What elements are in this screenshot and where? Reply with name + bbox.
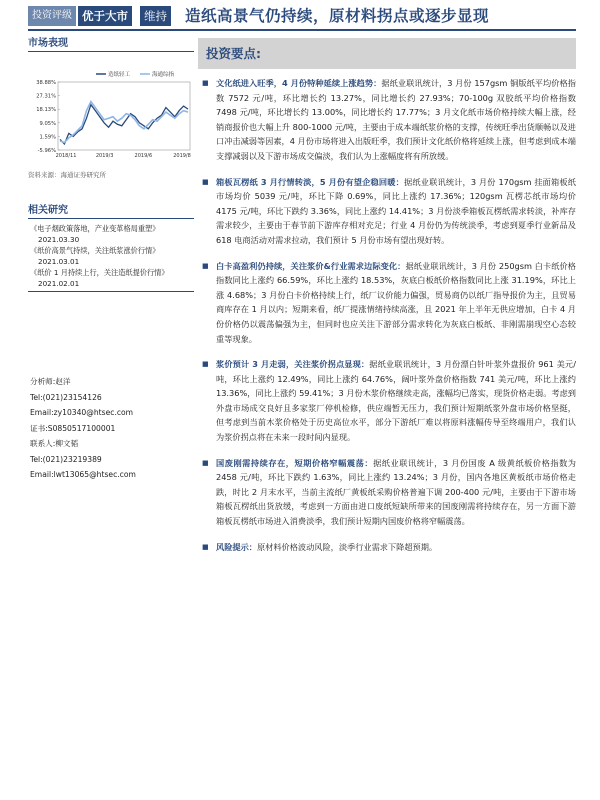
key-point: [202, 540, 576, 555]
related-report-date: 2021.02.01: [38, 279, 80, 288]
related-report[interactable]: [28, 223, 194, 245]
contact-line: 分析师:赵洋: [30, 377, 71, 386]
contact-line: 证书:S0850517100001: [30, 423, 116, 433]
legend-label: 造纸轻工: [108, 72, 131, 78]
contact-line: Email:lwt13065@htsec.com: [30, 470, 136, 479]
key-point-heading: 文化纸进入旺季，4 月份特种延续上涨趋势：: [216, 78, 382, 88]
key-point-heading: 箱板瓦楞纸 3 月行情转淡，5 月份有望企稳回暖：: [216, 176, 404, 187]
rating-action-tag: 维持: [140, 6, 171, 26]
key-point: [202, 456, 576, 529]
related-report-title: 《纸价 1 月持续上行，关注造纸提价行情》: [30, 268, 169, 277]
key-point-heading: 浆价预计 3 月走弱，关注浆价拐点显现：: [216, 359, 370, 370]
related-research-list: [28, 223, 194, 289]
key-point-body: 据纸业联讯统计，3 月份漂白针叶浆外盘报价 961 美元/吨，环比上涨约 12.49%，同比上涨约 64.76%，阔叶浆外盘价格指数 741 美元/吨，环比上涨约 13.36%，同比上涨约 59.41%；3 月份木浆价格继续走高，涨幅均已落实，现货价格走弱。考虑到外盘市场成交良好且多家浆厂停机检修，供应端暂无压力，我们预计短期纸浆外盘市场价格坚挺，但考虑到当前木浆价格处于历史高位水平，部分下游纸厂难以将原料涨幅传导至终端用户，我们认为浆价拐点将在未来一段时间内显现。: [216, 359, 576, 443]
x-tick-label: 2019/8: [173, 153, 191, 159]
contact-line: Email:zy10340@htsec.com: [30, 408, 134, 417]
key-point-body: 据纸业联讯统计，3 月份 157gsm 铜版纸平均价格指数 7572 元/吨，环比增长约 13.27%，同比增长约 27.93%；70-100g 双胶纸平均价格指数 7498 元/吨，环比增长约 13.00%，同比增长约 17.77%；3 月文化纸市场价格持续大幅上涨，经销商报价也大幅上升 800-1000 元/吨，主要由于成本端纸浆价格的支撑，传统旺季出货顺畅以及进口冲击减弱等因素，4 月份市场将进入出版旺季，我们预计文化纸价格将延续上涨，但考虑到成本端支撑减弱以及下游市场成交偏淡，我们认为上涨幅度将有所放缓。: [216, 78, 576, 161]
legend-label: 海通综指: [152, 72, 175, 78]
key-points-title: 投资要点:: [206, 46, 261, 61]
related-report[interactable]: [28, 245, 194, 267]
y-tick-label: 27.31%: [36, 93, 56, 100]
contact-line: 联系人:柳文韬: [30, 439, 79, 448]
sidebar: [28, 34, 194, 292]
related-report-date: 2021.03.01: [38, 257, 80, 266]
chart-source: 资料来源：海通证券研究所: [28, 171, 106, 179]
related-divider: [28, 291, 194, 292]
x-tick-label: 2018/11: [55, 153, 77, 159]
related-report[interactable]: [28, 267, 194, 289]
contact-line: Tel:(021)23154126: [30, 392, 102, 402]
x-tick-label: 2019/3: [95, 153, 114, 159]
y-tick-label: 18.13%: [36, 107, 56, 114]
x-tick-label: 2019/6: [134, 153, 153, 159]
key-point-body: 据纸业联讯统计，3 月份国废 A 级黄纸板价格指数为 2458 元/吨，环比下跌约 1.63%，同比上涨约 13.24%；3 月份，国内各地区黄板纸市场价格走跌，时比 2 月末水平，当前主流纸厂黄板纸采购价格普遍下调 200-400 元/吨，主要由于下游市场箱板瓦楞纸出货放缓，考虑到一方面由进口废纸短缺所带来的国废刚需将持续存在，另一方面下游箱板瓦楞纸市场进入消费淡季，我们预计短期内国废价格将窄幅震荡。: [216, 457, 576, 527]
industry-rating-tag: 优于大市: [78, 6, 132, 26]
related-report-title: 《电子烟政策落地，产业变革格局重塑》: [30, 224, 160, 233]
key-points-header: [198, 38, 576, 69]
key-point: [202, 259, 576, 347]
key-points-list: [202, 76, 576, 554]
series-line: [60, 105, 188, 144]
key-point: [202, 357, 576, 445]
analyst-contacts: [30, 374, 196, 483]
header-divider: [28, 29, 576, 31]
key-point-body: 据纸业联讯统计，3 月份 250gsm 白卡纸价格指数同比上涨约 66.59%，环比上涨约 18.53%，灰底白板纸价格指数同比上涨 31.19%，环比上涨 4.68%；3 月份白卡价格持续上行，纸厂议价能力偏强，贸易商仍以纸厂指导报价为主，且贸易商库存在 1 月以内；短期来看，纸厂提涨情绪持续高涨，且 2021 年上半年无供应增加，白卡 4 月份价格仍以震荡偏强为主，但同时也应关注下游部分需求转化为灰底白板纸、非刚需崩现空心态较重等现象。: [216, 260, 576, 344]
market-performance-heading: 市场表现: [28, 34, 194, 52]
y-tick-label: 9.05%: [39, 120, 56, 127]
related-report-title: 《纸价高景气持续，关注纸浆涨价行情》: [30, 246, 160, 255]
y-tick-label: 1.59%: [39, 134, 56, 141]
y-tick-label: 38.88%: [36, 80, 56, 86]
report-header: [28, 6, 576, 26]
key-point: [202, 175, 576, 248]
rating-tag: 投资评级: [28, 6, 76, 26]
key-point-heading: 白卡高盈利仍持续，关注浆价&行业需求边际变化：: [216, 260, 406, 271]
key-point: [202, 76, 576, 164]
key-point-heading: 国废刚需持续存在，短期价格窄幅震荡：: [216, 457, 374, 468]
key-point-body: 据纸业联讯统计，3 月份 170gsm 挂面箱板纸市场均价 5039 元/吨，环比下降 0.69%，同比上涨约 17.36%；120gsm 瓦楞芯纸市场均价 4175 元/吨，环比下跌约 3.36%，同比上涨约 14.41%；3 月份淡季箱板瓦楞纸需求转淡，补库存需求较少，主要由于春节前下游库存相对充足；行业 4 月份仍为传统淡季，考虑到夏季行业新品及 618 电商活动对需求拉动，我们预计 5 月份市场有望出现好转。: [216, 176, 576, 245]
related-report-date: 2021.03.30: [38, 235, 80, 244]
key-point-body: 原材料价格波动风险，淡季行业需求下降超预期。: [256, 541, 438, 552]
contact-line: Tel:(021)23219389: [30, 454, 102, 464]
report-title: 造纸高景气仍持续，原材料拐点或逐步显现: [185, 6, 490, 25]
market-chart-svg: [28, 66, 194, 166]
market-chart: [28, 66, 194, 166]
y-tick-label: -5.96%: [37, 148, 56, 154]
related-research-heading: 相关研究: [28, 201, 194, 219]
key-point-heading: 风险提示：: [216, 541, 257, 552]
